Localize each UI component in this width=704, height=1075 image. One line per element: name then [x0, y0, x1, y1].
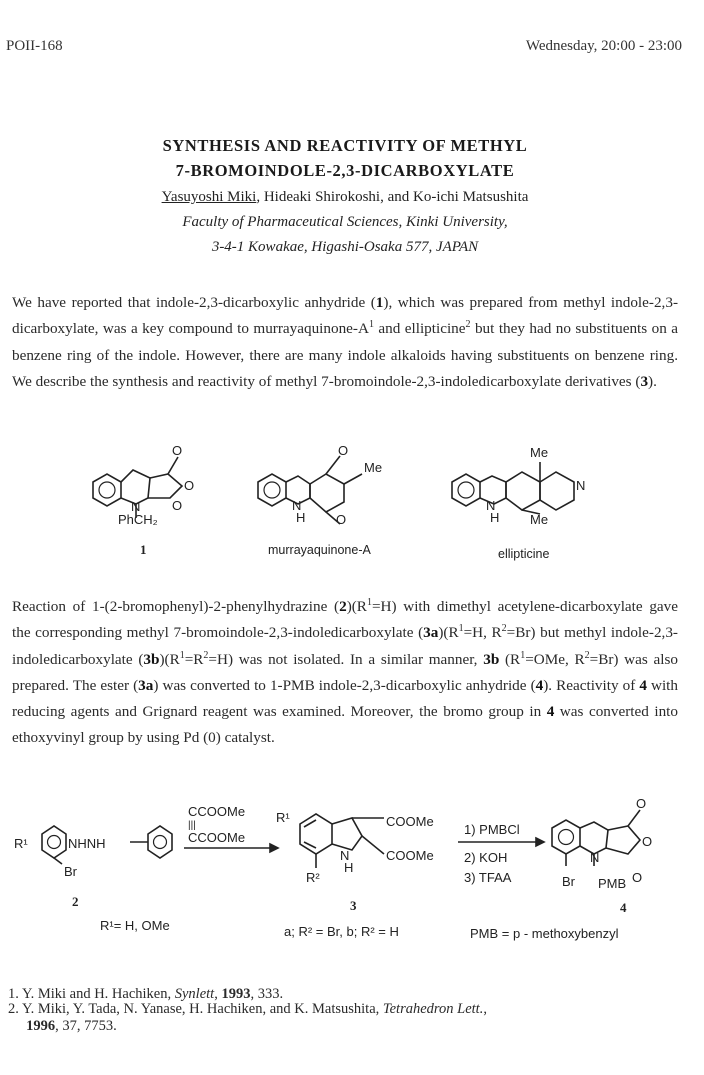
compound-2-r1: R¹ — [14, 836, 28, 851]
compound-1-label: 1 — [140, 542, 147, 557]
ellipticine-h: H — [490, 510, 500, 525]
intro-paragraph: We have reported that indole-2,3-dicarboxylic anhydride (1), which was prepared from methyl indole-2,3-dicarboxylate, was a key compound to murrayaquinone-$A^1$ and ellipticine$^2$ but they had no substituents on a benzene ring of the indole. However, there are many indole alkaloids having substituents on benzene ring. We describe the synthesis and reactivity of methyl 7-bromoindole-2,3-indoledicarboxylate derivatives (3). — [12, 294, 678, 390]
ellipticine-structure — [452, 462, 574, 514]
compound-1-o-ring: O — [184, 478, 195, 493]
ellipticine-n: N — [486, 498, 496, 513]
compound-2-substituents: R¹= H, OMe — [100, 918, 170, 933]
murrayaquinone-label: murrayaquinone-A — [268, 543, 371, 557]
compound-1-o-top: O — [172, 443, 183, 458]
compound-2-br: Br — [64, 864, 77, 879]
reference-2: 2. Y. Miki, Y. Tada, N. Yanase, H. Hachiken, and K. Matsushita, Tetrahedron Lett., 1996, 37, 7753. — [8, 1001, 487, 1034]
reagent-triple-bond: ||| — [188, 820, 196, 831]
compound-4-br: Br — [562, 874, 575, 889]
compound-3-ester-2: COOMe — [386, 848, 434, 863]
reagent-dmad-top: CCOOMe — [188, 804, 246, 819]
compound-2-structure — [42, 826, 172, 864]
compound-3-h: H — [344, 860, 354, 875]
reference-1: 1. Y. Miki and H. Hachiken, Synlett, 1993, 333. — [8, 986, 284, 1002]
murrayaquinone-me: Me — [364, 460, 383, 475]
presenting-author: Yasuyoshi Miki — [161, 189, 257, 205]
murrayaquinone-h: H — [296, 510, 306, 525]
compound-4-pmb: PMB — [598, 876, 627, 891]
compound-1-substituent: PhCH₂ — [118, 512, 158, 527]
compound-2-nhnh: NHNH — [68, 836, 106, 851]
compound-4-o-top: O — [636, 796, 647, 811]
results-paragraph: Reaction of 1-(2-bromophenyl)-2-phenylhydrazine $(2)(R^1=H)$ with dimethyl acetylene-dicarboxylate gave the corresponding methyl 7-bromoindole-2,3-indoledicarboxylate $(3a)(R^1=H$, $R^2=Br$) but methyl indole-2,3-indoledicarboxylate $(3b)(R^1=R^2=H)$ was not isolated. In a similar manner, 3b ($R^1=OMe$, $R^2=Br$) was also prepared. The ester (3a) was converted to 1-PMB indole-2,3-dicarboxylic anhydride (4). Reactivity of 4 with reducing agents and Grignard reagent was examined. Moreover, the bromo group in 4 was converted into ethoxyvinyl group by using Pd (0) catalyst. — [12, 596, 678, 747]
reaction-scheme — [0, 796, 704, 956]
step-3: 3) TFAA — [464, 870, 512, 885]
compound-3-variants: a; R² = Br, b; R² = H — [284, 924, 399, 939]
ellipticine-me-top: Me — [530, 445, 549, 460]
ellipticine-label: ellipticine — [498, 547, 550, 561]
structures-figure — [0, 432, 704, 574]
compound-3-ester-1: COOMe — [386, 814, 434, 829]
title-line-1: SYNTHESIS AND REACTIVITY OF METHYL — [162, 136, 528, 155]
step-2: 2) KOH — [464, 850, 508, 865]
compound-4-label: 4 — [620, 900, 627, 915]
session-time: Wednesday, 20:00 - 23:00 — [525, 38, 682, 54]
affiliation-line-1: Faculty of Pharmaceutical Sciences, Kinki University, — [182, 214, 508, 230]
authors — [0, 189, 690, 206]
murrayaquinone-o-bottom: O — [336, 512, 347, 527]
murrayaquinone-n: N — [292, 498, 302, 513]
co-authors: , Hideaki Shirokoshi, and Ko-ichi Matsushita — [256, 189, 529, 205]
ellipticine-me-bottom: Me — [530, 512, 549, 527]
pmb-definition: PMB = p - methoxybenzyl — [470, 926, 619, 941]
compound-4-n: N — [590, 850, 600, 865]
compound-3-n: N — [340, 848, 350, 863]
compound-3-label: 3 — [350, 898, 357, 913]
affiliation-line-2: 3-4-1 Kowakae, Higashi-Osaka 577, JAPAN — [211, 239, 479, 255]
compound-1-n: N — [131, 499, 141, 514]
compound-4-o-bottom: O — [632, 870, 643, 885]
step-1: 1) PMBCl — [464, 822, 520, 837]
reagent-dmad-bottom: CCOOMe — [188, 830, 246, 845]
murrayaquinone-o-top: O — [338, 443, 349, 458]
compound-1-o-bottom: O — [172, 498, 183, 513]
title-line-2: 7-BROMOINDOLE-2,3-DICARBOXYLATE — [175, 161, 515, 180]
poster-code: POII-168 — [6, 38, 63, 54]
compound-2-label: 2 — [72, 894, 79, 909]
compound-4-o-ring: O — [642, 834, 653, 849]
compound-3-r1: R¹ — [276, 810, 290, 825]
compound-3-r2: R² — [306, 870, 320, 885]
ellipticine-n-pyridine: N — [576, 478, 586, 493]
murrayaquinone-structure — [258, 456, 362, 524]
